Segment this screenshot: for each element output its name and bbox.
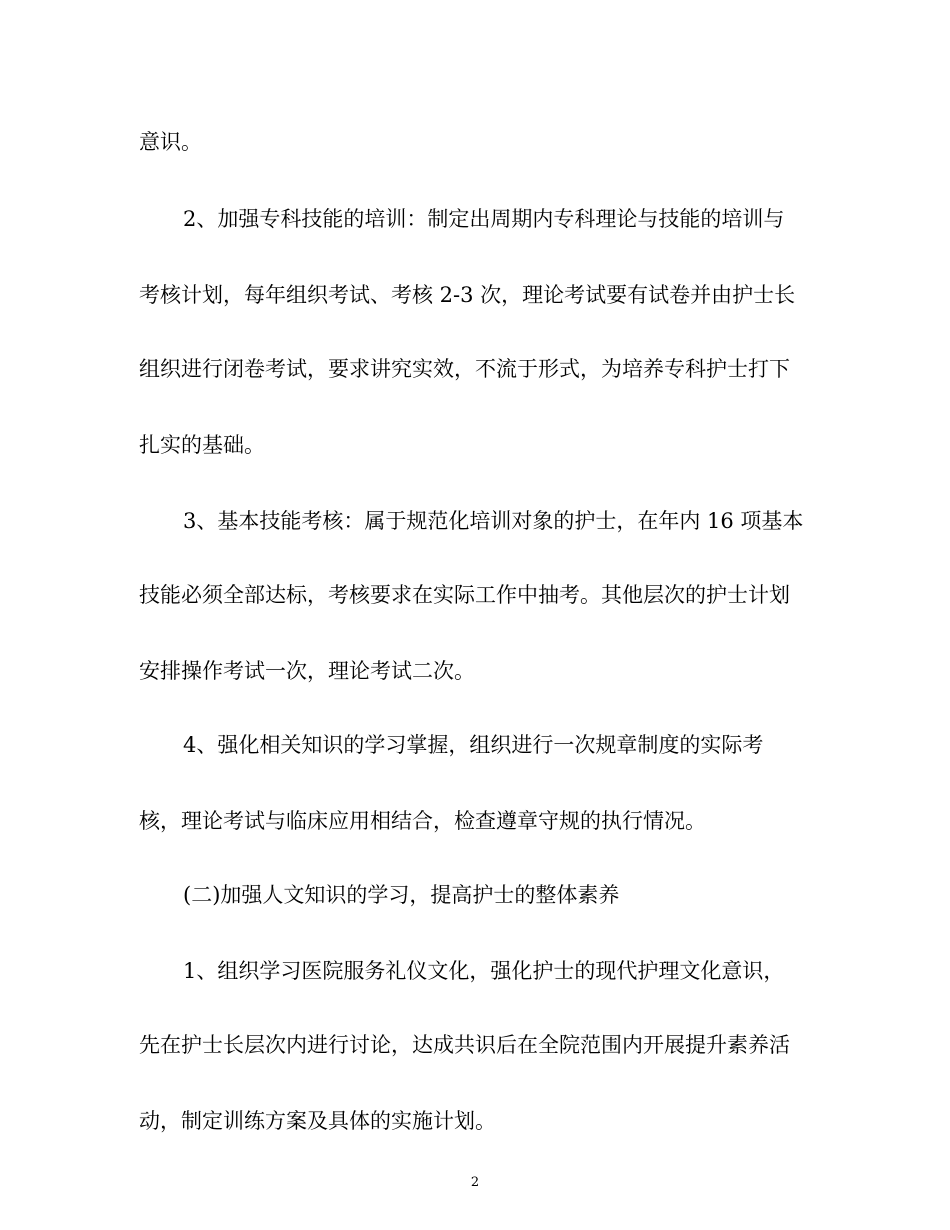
paragraph-line: 2、加强专科技能的培训：制定出周期内专科理论与技能的培训与 (183, 207, 785, 231)
paragraph-line: 4、强化相关知识的学习掌握，组织进行一次规章制度的实际考 (183, 733, 764, 757)
section-heading: (二)加强人文知识的学习，提高护士的整体素养 (183, 883, 620, 907)
paragraph-line: 核，理论考试与临床应用相结合，检查遵章守规的执行情况。 (139, 809, 706, 833)
paragraph-line: 组织进行闭卷考试，要求讲究实效，不流于形式，为培养专科护士打下 (139, 357, 790, 381)
paragraph-line: 技能必须全部达标，考核要求在实际工作中抽考。其他层次的护士计划 (139, 583, 790, 607)
paragraph-line: 3、基本技能考核：属于规范化培训对象的护士，在年内 16 项基本 (183, 509, 804, 533)
page-number: 2 (470, 1175, 480, 1190)
paragraph-line: 考核计划，每年组织考试、考核 2-3 次，理论考试要有试卷并由护士长 (139, 283, 796, 307)
paragraph-line: 扎实的基础。 (139, 433, 265, 457)
paragraph-line: 1、组织学习医院服务礼仪文化，强化护士的现代护理文化意识， (183, 959, 785, 983)
paragraph-line: 意识。 (139, 130, 202, 154)
paragraph-line: 安排操作考试一次，理论考试二次。 (139, 659, 475, 683)
paragraph-line: 先在护士长层次内进行讨论，达成共识后在全院范围内开展提升素养活 (139, 1033, 790, 1057)
paragraph-line: 动，制定训练方案及具体的实施计划。 (139, 1109, 496, 1133)
